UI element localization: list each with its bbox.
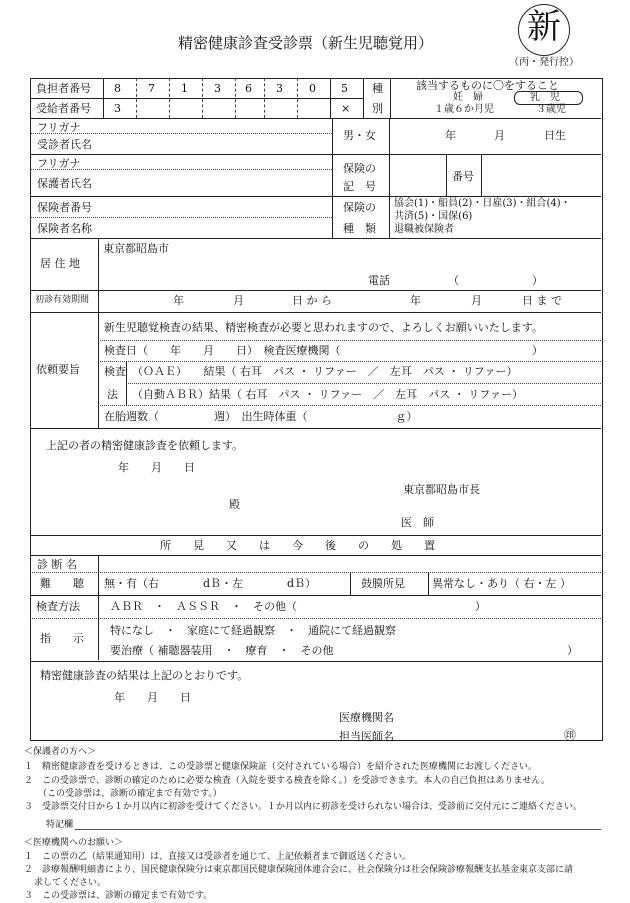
insurance-symbol-label: 記 号 — [343, 180, 376, 193]
burden-digit: 1 — [181, 82, 188, 95]
phone-label: 電話 — [368, 274, 390, 287]
validity-month: 月 — [233, 294, 244, 307]
burden-number-label: 負担者番号 — [36, 82, 91, 95]
seal-mark: ㊞ — [564, 728, 577, 742]
kind-age-3[interactable]: ３歳児 — [536, 104, 566, 115]
special-notes-line[interactable] — [75, 829, 601, 830]
clinic-note: ３ この受診票は、診断の確定まで有効です。 — [24, 891, 213, 901]
phone-paren: ） — [532, 274, 543, 287]
hearing-loss-value[interactable]: 無・有（右 dＢ・左 dＢ） — [104, 577, 317, 590]
clinic-note: ２ 診療報酬明細書により、国民健康保険分は東京都国民健康保険団体連合会に、社会保険分は社会保険診療報酬支払基金東京支部に請 — [24, 865, 574, 875]
new-stamp-char: 新 — [527, 7, 561, 47]
requested-date: 年 月 日 — [118, 461, 195, 474]
validity-month: 月 — [471, 294, 482, 307]
method-label: 法 — [107, 388, 118, 401]
insurance-number-label: 番号 — [452, 170, 474, 183]
patient-name-label: 受診者氏名 — [37, 138, 92, 151]
burden-digit: 3 — [214, 82, 221, 95]
gestation-birthweight: 在胎週数（ 週） 出生時体重（ ｇ） — [104, 410, 418, 423]
special-notes-label: 特記欄 — [46, 820, 74, 830]
kind-pregnant[interactable]: 妊 婦 — [453, 92, 483, 103]
birth-month: 月 — [494, 129, 505, 142]
validity-year: 年 — [173, 294, 184, 307]
clinic-notes-heading: ＜医療機関へのお願い＞ — [24, 838, 124, 848]
validity-year: 年 — [410, 294, 421, 307]
phone-paren: （ — [448, 274, 459, 287]
stamp-subtitle: （丙・発行控） — [509, 57, 579, 68]
insurer-name-label: 保険者名称 — [37, 222, 92, 235]
guardian-note: １ 精密健康診査を受けるときは、この受診票と健康保険証（交付されている場合）を紹介された医療機関にお渡しください。 — [24, 762, 538, 772]
requester-doctor: 医 師 — [401, 516, 434, 529]
recipient-check-digit: × — [341, 102, 351, 115]
insurance-kind-label: 保険の — [343, 201, 376, 214]
diagnosis-label: 診 断 名 — [37, 558, 77, 571]
clinic-name-label: 医療機関名 — [339, 711, 394, 724]
instruction-close: ） — [567, 644, 578, 657]
eardrum-label: 鼓膜所見 — [361, 577, 405, 590]
instruction-treatment[interactable]: 要治療（ 補聴器装用 ・ 療育 ・ その他 — [110, 644, 334, 657]
addressee-suffix: 殿 — [229, 498, 240, 511]
insurance-kind-label: 種 類 — [343, 222, 376, 235]
insurer-number-label: 保険者番号 — [37, 201, 92, 214]
aabr-result[interactable]: （自動ＡＢＲ）結果（ 右耳 パス ・ リファー ／ 左耳 パス ・ リファー） — [132, 388, 524, 401]
insurance-kind-options[interactable]: 退職被保険者 — [394, 224, 454, 235]
findings-header: 所 見 又 は 今 後 の 処 置 — [160, 539, 435, 552]
test-method-label: 検査方法 — [36, 600, 80, 613]
test-method-close: ） — [475, 600, 486, 613]
instruction-options[interactable]: 特になし ・ 家庭にて経過観察 ・ 通院にて経過観察 — [110, 624, 396, 637]
test-method-value[interactable]: ＡＢＲ ・ ＡＳＳＲ ・ その他（ — [110, 600, 297, 613]
kind-age-1-6[interactable]: １歳６か月児 — [434, 104, 494, 115]
request-label: 依頼要旨 — [36, 363, 80, 376]
recipient-number-label: 受給者番号 — [36, 102, 91, 115]
kind-infant[interactable]: 乳 児 — [530, 92, 560, 103]
address-city: 東京都昭島市 — [103, 242, 169, 255]
requested-text: 上記の者の精密健康診査を依頼します。 — [46, 439, 244, 452]
oae-result[interactable]: （ＯＡＥ） 結果（ 右耳 パス ・ リファー ／ 左耳 パス ・ リファー） — [132, 365, 518, 378]
insurance-symbol-label: 保険の — [343, 162, 376, 175]
burden-digit: 3 — [276, 82, 283, 95]
kind-label: 別 — [372, 102, 383, 115]
mayor-label: 東京都昭島市長 — [403, 483, 480, 496]
validity-label: 初診有効期間 — [35, 295, 90, 305]
birth-year: 年 — [445, 129, 456, 142]
guardian-note: （この受診票は、診断の確定まで有効です。） — [38, 789, 222, 799]
insurance-kind-options[interactable]: 協会(1)・船員(2)・日雇(3)・組合(4)・ — [394, 198, 571, 209]
burden-digit: 0 — [309, 82, 316, 95]
sex-select[interactable]: 男・女 — [343, 129, 376, 142]
clinic-note: １ この票の乙（結果通知用）は、直接又は受診者を通じて、上記依頼者まで御返送ください。 — [24, 852, 411, 862]
request-message: 新生児聴覚検査の結果、精密検査が必要と思われますので、よろしくお願いいたします。 — [104, 321, 543, 334]
result-text: 精密健康診査の結果は上記のとおりです。 — [40, 669, 249, 682]
validity-day-from: 日 か ら — [292, 294, 332, 307]
instruction-label: 指 示 — [40, 632, 84, 645]
method-label: 検査 — [104, 365, 126, 378]
kind-label: 種 — [372, 82, 383, 95]
guardian-note: ３ 受診票交付日から１か月以内に初診を受けてください。１か月以内に初診を受けられない場合は、受診前に交付元にご連絡ください。 — [24, 802, 583, 812]
exam-date: 検査日（ 年 月 日） 検査医療機関（ — [104, 344, 341, 357]
form-title: 精密健康診査受診票（新生児聴覚用） — [178, 34, 434, 52]
kind-instruction: 該当するものに〇をすること — [416, 79, 559, 92]
burden-digit: 8 — [114, 82, 121, 95]
address-label: 居 住 地 — [40, 257, 80, 270]
furigana-label: フリガナ — [37, 157, 81, 170]
result-date: 年 月 日 — [114, 691, 191, 704]
eardrum-value[interactable]: 異常なし・あり（ 右・左 ） — [432, 577, 571, 590]
recipient-digit: 3 — [114, 102, 121, 115]
hearing-loss-label: 難 聴 — [40, 577, 84, 590]
guardian-name-label: 保護者氏名 — [37, 177, 92, 190]
burden-digit: 6 — [245, 82, 252, 95]
guardian-notes-heading: ＜保護者の方へ＞ — [24, 747, 97, 757]
guardian-note: ２ この受診票で、診断の確定のために必要な検査（入院を要する検査を除く。）を受診できます。本人の自己負担はありません。 — [24, 776, 550, 786]
insurance-kind-options[interactable]: 共済(5)・国保(6) — [394, 211, 473, 222]
burden-digit: 7 — [148, 82, 155, 95]
burden-digit: 5 — [341, 82, 348, 95]
exam-date-close: ） — [532, 344, 543, 357]
clinic-note: 求してください。 — [34, 878, 107, 888]
birth-day: 日生 — [544, 129, 566, 142]
attending-doctor-label: 担当医師名 — [339, 730, 394, 743]
validity-day-to: 日 ま で — [522, 294, 562, 307]
furigana-label: フリガナ — [37, 121, 81, 134]
